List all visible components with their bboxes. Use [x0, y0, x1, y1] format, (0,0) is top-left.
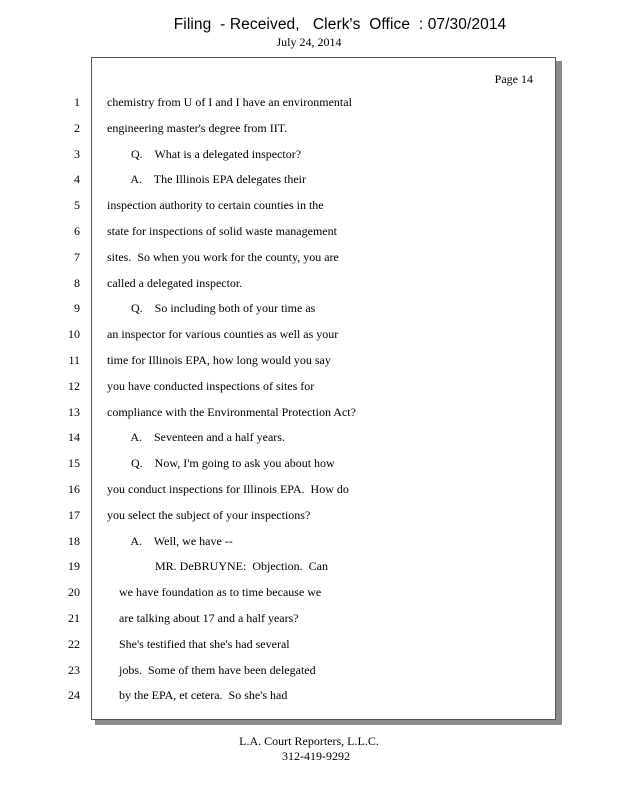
transcript-line: Q. What is a delegated inspector? [107, 147, 302, 161]
transcript-line: Q. Now, I'm going to ask you about how [107, 456, 335, 470]
line-number: 18 [68, 534, 80, 548]
line-number: 8 [74, 276, 80, 290]
line-number: 4 [74, 172, 80, 186]
transcript-line: you have conducted inspections of sites for [107, 379, 315, 393]
line-number: 23 [68, 663, 80, 677]
line-number: 6 [74, 224, 80, 238]
line-number: 7 [74, 250, 80, 264]
line-number: 24 [68, 688, 80, 702]
line-number: 17 [68, 508, 80, 522]
line-number: 20 [68, 585, 80, 599]
transcript-line: you conduct inspections for Illinois EPA. How do [107, 482, 349, 496]
transcript-line: compliance with the Environmental Protection Act? [107, 405, 356, 419]
line-number: 15 [68, 456, 80, 470]
transcript-line: an inspector for various counties as well as your [107, 327, 339, 341]
transcript-line: sites. So when you work for the county, you are [107, 250, 339, 264]
court-reporter-name: L.A. Court Reporters, L.L.C. [239, 734, 379, 748]
line-number: 11 [68, 353, 80, 367]
transcript-line: MR. DeBRUYNE: Objection. Can [107, 559, 328, 573]
page-number: Page 14 [494, 72, 533, 86]
transcript-date: July 24, 2014 [276, 35, 342, 49]
line-number: 2 [74, 121, 80, 135]
transcript-line: state for inspections of solid waste management [107, 224, 337, 238]
transcript-line: are talking about 17 and a half years? [107, 611, 299, 625]
line-number: 3 [74, 147, 80, 161]
line-number: 22 [68, 637, 80, 651]
filing-stamp: Filing - Received, Clerk's Office : 07/30/2014 [173, 16, 507, 33]
line-number: 16 [68, 482, 80, 496]
transcript-line: engineering master's degree from IIT. [107, 121, 288, 135]
transcript-line: A. Well, we have -- [107, 534, 233, 548]
transcript-line: we have foundation as to time because we [107, 585, 322, 599]
line-number: 10 [68, 327, 80, 341]
transcript-line: A. Seventeen and a half years. [107, 430, 285, 444]
line-number: 21 [68, 611, 80, 625]
line-number: 13 [68, 405, 80, 419]
line-number: 12 [68, 379, 80, 393]
transcript-line: by the EPA, et cetera. So she's had [107, 688, 288, 702]
transcript-line: Q. So including both of your time as [107, 301, 316, 315]
transcript-line: jobs. Some of them have been delegated [107, 663, 316, 677]
transcript-line: chemistry from U of I and I have an environmental [107, 95, 352, 109]
transcript-line: time for Illinois EPA, how long would you say [107, 353, 331, 367]
line-number: 14 [68, 430, 80, 444]
line-number: 19 [68, 559, 80, 573]
transcript-line: you select the subject of your inspections? [107, 508, 311, 522]
line-number: 5 [74, 198, 80, 212]
line-number: 9 [74, 301, 80, 315]
transcript-line: called a delegated inspector. [107, 276, 243, 290]
line-number: 1 [74, 95, 80, 109]
transcript-line: inspection authority to certain counties in the [107, 198, 324, 212]
transcript-line: A. The Illinois EPA delegates their [107, 172, 306, 186]
transcript-line: She's testified that she's had several [107, 637, 290, 651]
court-reporter-phone: 312-419-9292 [282, 749, 350, 763]
